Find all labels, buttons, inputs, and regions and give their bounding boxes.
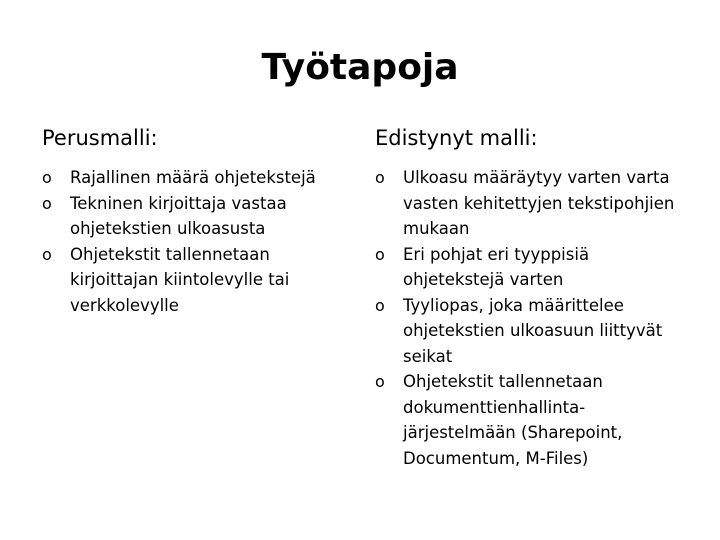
bullet-marker-icon: o: [375, 295, 385, 315]
list-item: [375, 293, 685, 370]
bullet-marker-icon: o: [42, 193, 52, 213]
bullet-marker-icon: o: [42, 244, 52, 264]
list-item: [42, 242, 342, 319]
right-column: [375, 123, 685, 471]
list-item: [42, 165, 342, 191]
list-item-text: Tekninen kirjoittaja vastaa ohjetekstien ulkoasusta: [70, 193, 287, 238]
right-bullet-list: [375, 165, 685, 471]
list-item-text: Ulkoasu määräytyy varten varta vasten kehitettyjen tekstipohjien mukaan: [403, 168, 675, 238]
slide-title: Työtapoja: [261, 47, 459, 88]
bullet-marker-icon: o: [42, 168, 52, 187]
left-column-heading: Perusmalli:: [42, 126, 158, 150]
left-column: [42, 123, 342, 318]
list-item-text: Tyyliopas, joka määrittelee ohjetekstien ulkoasuun liittyvät seikat: [403, 295, 663, 366]
bullet-marker-icon: o: [375, 244, 385, 264]
list-item-text: Eri pohjat eri tyyppisiä ohjetekstejä varten: [403, 244, 590, 289]
list-item: [42, 191, 342, 242]
list-item-text: Ohjetekstit tallennetaan kirjoittajan kiintolevylle tai verkkolevylle: [70, 244, 290, 315]
list-item: [375, 242, 685, 293]
bullet-marker-icon: o: [375, 372, 385, 391]
list-item: [375, 165, 685, 242]
list-item-text: Rajallinen määrä ohjetekstejä: [70, 168, 316, 187]
list-item: [375, 369, 685, 471]
left-bullet-list: [42, 165, 342, 318]
list-item-text: Ohjetekstit tallennetaan dokumenttienhallinta-järjestelmään (Sharepoint, Documentum, M-Files): [403, 372, 623, 468]
bullet-marker-icon: o: [375, 168, 385, 187]
right-column-heading: Edistynyt malli:: [375, 126, 538, 150]
